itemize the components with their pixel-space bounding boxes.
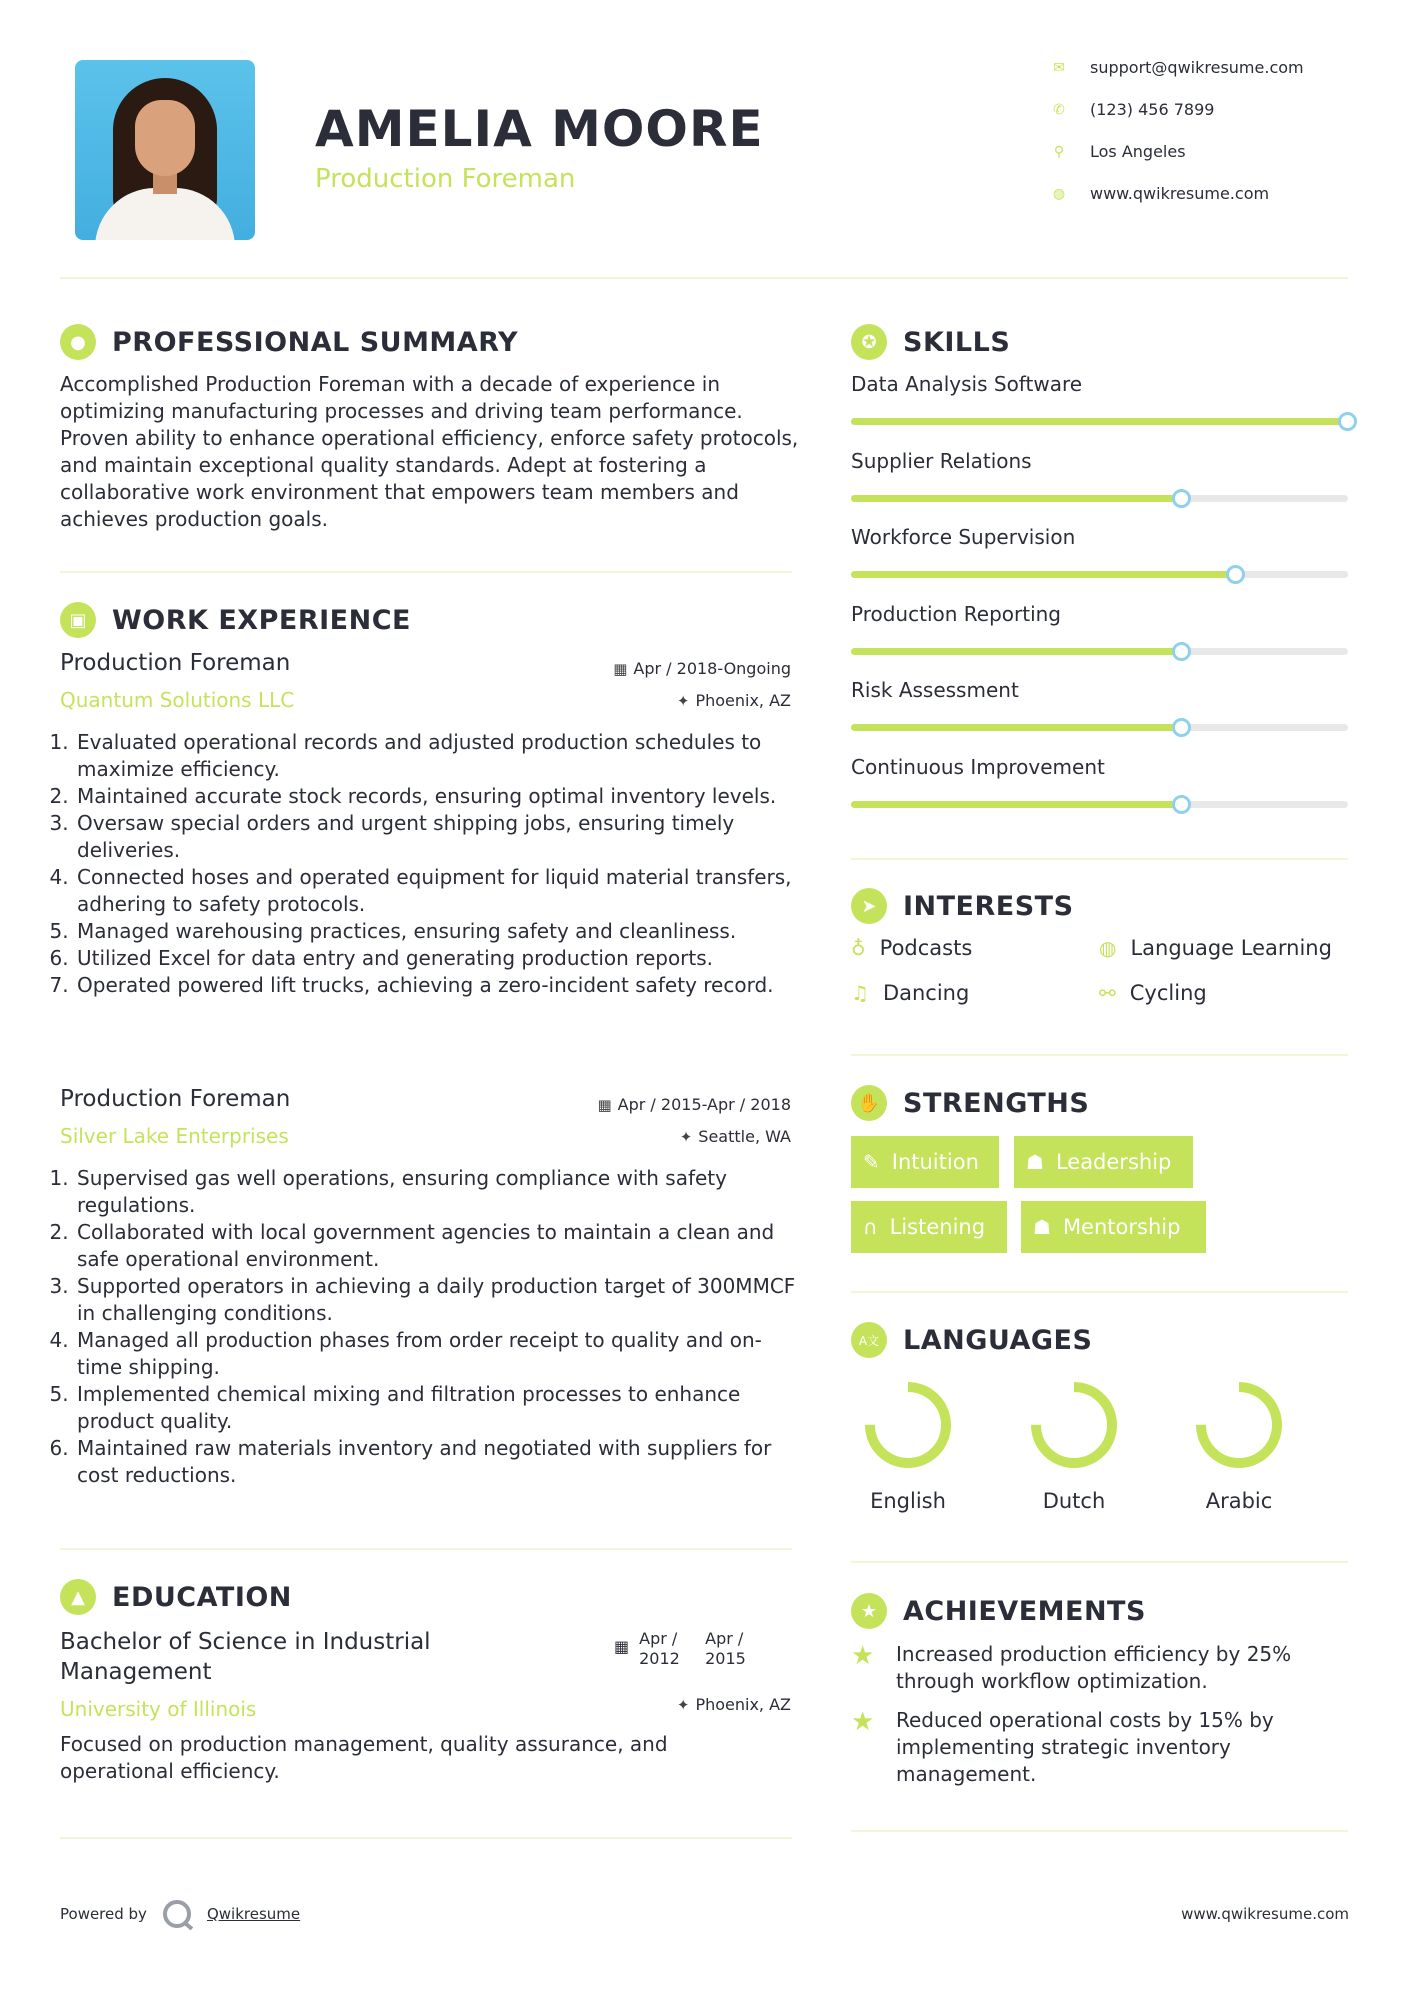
interest-dancing: ♫ Dancing: [851, 981, 970, 1005]
job-1-duties: [57, 729, 797, 999]
skill-bar: [851, 724, 1348, 731]
calendar-icon: ▦: [613, 660, 628, 678]
job-1-dates: ▦ Apr / 2018-Ongoing: [613, 659, 791, 678]
resume-header: [0, 0, 1407, 280]
footer-powered-by: Powered by Qwikresume: [60, 1900, 300, 1928]
interests-heading: ➤ INTERESTS: [851, 888, 1074, 924]
lightbulb-icon: ✪: [851, 324, 887, 360]
skill-level-knob: [1172, 718, 1191, 737]
skill-bar-fill: [851, 495, 1182, 502]
education-divider: [60, 1837, 792, 1839]
list-item: 6. Utilized Excel for data entry and generating production reports.: [75, 945, 797, 972]
experience-heading: ▣ WORK EXPERIENCE: [60, 602, 411, 638]
interest-podcasts: ♁ Podcasts: [851, 936, 973, 960]
skill-label: Risk Assessment: [851, 678, 1019, 702]
globe-icon: ◍: [1099, 936, 1117, 960]
strength-badge-listening: ∩ Listening: [851, 1201, 1007, 1253]
microphone-icon: ♁: [851, 936, 866, 960]
candidate-name: AMELIA MOORE: [315, 100, 764, 158]
skill-level-knob: [1226, 565, 1245, 584]
user-plus-icon: ☗: [1033, 1215, 1051, 1239]
users-icon: ☗: [1026, 1150, 1044, 1174]
qwikresume-link[interactable]: Qwikresume: [206, 1905, 301, 1923]
strength-badge-mentorship: ☗ Mentorship: [1021, 1201, 1206, 1253]
skill-level-knob: [1172, 795, 1191, 814]
contact-phone[interactable]: ✆ (123) 456 7899: [1050, 100, 1214, 119]
language-proficiency-ring: [1191, 1377, 1287, 1473]
pushpin-icon: ✦: [679, 1128, 693, 1146]
interest-language-learning: ◍ Language Learning: [1099, 936, 1332, 960]
star-icon: ★: [851, 1707, 875, 1737]
strengths-heading: ✋ STRENGTHS: [851, 1085, 1089, 1121]
skill-label: Production Reporting: [851, 601, 1061, 626]
skill-bar: [851, 495, 1348, 502]
education-dates: ▦ Apr / 2012 Apr / 2015: [614, 1629, 746, 1668]
skill-bar-fill: [851, 648, 1182, 655]
strengths-divider: [851, 1291, 1348, 1293]
contact-location: ⚲ Los Angeles: [1050, 142, 1186, 161]
achievement-item: ★ Increased production efficiency by 25% through workflow optimization.: [851, 1641, 1292, 1693]
language-proficiency-ring: [1026, 1377, 1122, 1473]
contact-website[interactable]: ◍ www.qwikresume.com: [1050, 184, 1269, 203]
language-ring-arc: [1201, 1387, 1277, 1463]
skill-bar-fill: [851, 571, 1236, 578]
list-item: 3. Supported operators in achieving a daily production target of 300MMCF in challenging conditions.: [75, 1273, 797, 1327]
job-2-location: ✦ Seattle, WA: [679, 1127, 791, 1146]
skill-label: Continuous Improvement: [851, 754, 1105, 779]
hand-icon: ✋: [851, 1085, 887, 1121]
skill-label: Supplier Relations: [851, 448, 1032, 473]
list-item: 2. Maintained accurate stock records, ensuring optimal inventory levels.: [75, 783, 797, 810]
job-2-title: Production Foreman: [60, 1086, 291, 1112]
skill-bar: [851, 418, 1348, 425]
achievement-item: ★ Reduced operational costs by 15% by implementing strategic inventory management.: [851, 1707, 1274, 1786]
skills-heading: ✪ SKILLS: [851, 324, 1010, 360]
envelope-icon: ✉: [1053, 59, 1065, 76]
phone-icon: ✆: [1053, 101, 1065, 118]
list-item: 5. Implemented chemical mixing and filtration processes to enhance product quality.: [75, 1381, 797, 1435]
job-1-location: ✦ Phoenix, AZ: [676, 691, 791, 710]
interest-cycling: ⚯ Cycling: [1099, 981, 1207, 1005]
award-icon: ★: [851, 1593, 887, 1629]
education-degree: Bachelor of Science in Industrial Management: [60, 1629, 431, 1685]
list-item: 4. Connected hoses and operated equipment for liquid material transfers, adhering to safety protocols.: [75, 864, 797, 918]
interests-divider: [851, 1054, 1348, 1056]
language-ring-arc: [1036, 1387, 1112, 1463]
list-item: 4. Managed all production phases from order receipt to quality and on-time shipping.: [75, 1327, 797, 1381]
list-item: 1. Evaluated operational records and adjusted production schedules to maximize efficiency.: [75, 729, 797, 783]
language-label: English: [870, 1489, 946, 1513]
list-item: 2. Collaborated with local government agencies to maintain a clean and safe operational environment.: [75, 1219, 797, 1273]
pushpin-icon: ✦: [676, 1696, 690, 1714]
education-heading: ▲ EDUCATION: [60, 1579, 292, 1615]
job-2-company: Silver Lake Enterprises: [60, 1124, 289, 1148]
location-pin-icon: ⚲: [1053, 143, 1065, 160]
star-icon: ★: [851, 1641, 875, 1671]
language-label: Dutch: [1042, 1489, 1106, 1513]
education-school: University of Illinois: [60, 1697, 257, 1721]
user-icon: ●: [60, 324, 96, 360]
summary-divider: [60, 571, 792, 573]
calendar-icon: ▦: [614, 1637, 630, 1656]
calendar-icon: ▦: [597, 1096, 612, 1114]
magic-wand-icon: ✎: [863, 1150, 880, 1174]
skill-bar: [851, 571, 1348, 578]
candidate-title: Production Foreman: [315, 164, 576, 194]
strength-badge-intuition: ✎ Intuition: [851, 1136, 999, 1188]
education-location: ✦ Phoenix, AZ: [676, 1695, 791, 1714]
skill-level-knob: [1338, 412, 1357, 431]
skill-bar-fill: [851, 418, 1348, 425]
pushpin-icon: ✦: [676, 692, 690, 710]
languages-heading: A文 LANGUAGES: [851, 1322, 1092, 1358]
skill-level-knob: [1172, 642, 1191, 661]
graduation-cap-icon: ▲: [60, 1579, 96, 1615]
languages-divider: [851, 1561, 1348, 1563]
experience-divider: [60, 1548, 792, 1550]
music-note-icon: ♫: [851, 981, 869, 1005]
qwikresume-logo-icon: [163, 1900, 191, 1928]
language-ring-arc: [870, 1387, 946, 1463]
education-description: Focused on production management, quality assurance, and operational efficiency.: [60, 1732, 668, 1783]
list-item: 6. Maintained raw materials inventory and negotiated with suppliers for cost reductions.: [75, 1435, 797, 1489]
achievements-heading: ★ ACHIEVEMENTS: [851, 1593, 1146, 1629]
job-2-dates: ▦ Apr / 2015-Apr / 2018: [597, 1095, 791, 1114]
skill-label: Data Analysis Software: [851, 372, 1083, 396]
skill-label: Workforce Supervision: [851, 525, 1076, 549]
paper-plane-icon: ➤: [851, 888, 887, 924]
skill-bar-fill: [851, 724, 1182, 731]
strength-badge-leadership: ☗ Leadership: [1014, 1136, 1193, 1188]
list-item: 1. Supervised gas well operations, ensuring compliance with safety regulations.: [75, 1165, 797, 1219]
headphones-icon: ∩: [863, 1215, 878, 1239]
contact-email[interactable]: ✉ support@qwikresume.com: [1050, 58, 1304, 77]
bicycle-icon: ⚯: [1099, 981, 1116, 1005]
language-proficiency-ring: [860, 1377, 956, 1473]
list-item: 5. Managed warehousing practices, ensuring safety and cleanliness.: [75, 918, 797, 945]
translate-icon: A文: [851, 1322, 887, 1358]
achievements-divider: [851, 1830, 1348, 1832]
summary-heading: ● PROFESSIONAL SUMMARY: [60, 324, 518, 360]
job-1-company: Quantum Solutions LLC: [60, 688, 295, 712]
globe-icon: ◍: [1052, 185, 1066, 202]
skill-level-knob: [1172, 489, 1191, 508]
footer-url[interactable]: www.qwikresume.com: [1181, 1905, 1349, 1923]
summary-text: Accomplished Production Foreman with a decade of experience in optimizing manufacturing processes and driving team performance. Proven ability to enhance operational efficiency, enforce safety protocols, and maintain exceptional quality standards. Adept at fostering a collaborative work environment that empowers team members and achieves production goals.: [60, 372, 799, 531]
header-divider: [60, 277, 1348, 279]
list-item: 7. Operated powered lift trucks, achieving a zero-incident safety record.: [75, 972, 797, 999]
list-item: 3. Oversaw special orders and urgent shipping jobs, ensuring timely deliveries.: [75, 810, 797, 864]
briefcase-icon: ▣: [60, 602, 96, 638]
skill-bar-fill: [851, 801, 1182, 808]
profile-photo: [75, 60, 255, 240]
skill-bar: [851, 801, 1348, 808]
language-label: Arabic: [1205, 1489, 1273, 1513]
job-2-duties: [57, 1165, 797, 1489]
skills-divider: [851, 858, 1348, 860]
skill-bar: [851, 648, 1348, 655]
job-1-title: Production Foreman: [60, 650, 291, 676]
